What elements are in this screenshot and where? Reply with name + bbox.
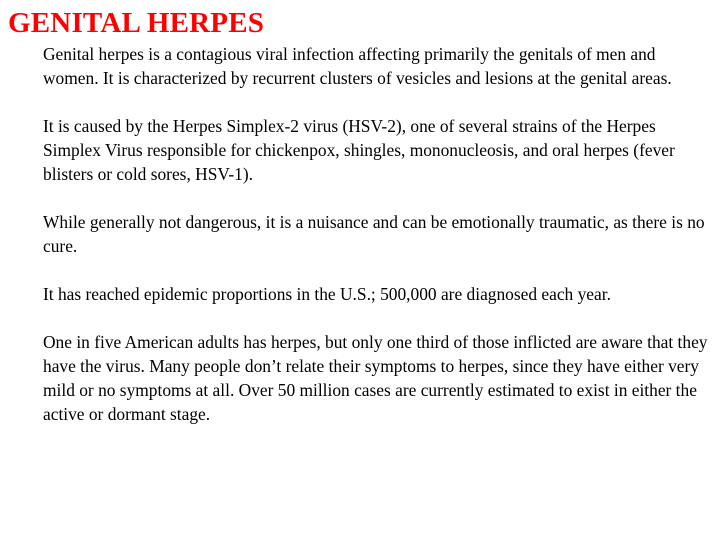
paragraph-danger: While generally not dangerous, it is a nuisance and can be emotionally traumatic, as there is no cure. [43, 212, 705, 256]
slide-body [43, 42, 715, 450]
paragraph-epidemic: It has reached epidemic proportions in the U.S.; 500,000 are diagnosed each year. [43, 284, 611, 304]
slide-title: GENITAL HERPES [8, 7, 265, 39]
paragraph-statistics: One in five American adults has herpes, but only one third of those inflicted are aware that they have the virus. Many people don’t relate their symptoms to herpes, since they have either very mild or no symptoms at all. Over 50 million cases are currently estimated to exist in either the active or dormant stage. [43, 332, 708, 424]
paragraph-cause: It is caused by the Herpes Simplex-2 virus (HSV-2), one of several strains of the Herpes Simplex Virus responsible for chickenpox, shingles, mononucleosis, and oral herpes (fever blisters or cold sores, HSV-1). [43, 116, 675, 184]
paragraph-definition: Genital herpes is a contagious viral infection affecting primarily the genitals of men and women. It is characterized by recurrent clusters of vesicles and lesions at the genital areas. [43, 44, 672, 88]
